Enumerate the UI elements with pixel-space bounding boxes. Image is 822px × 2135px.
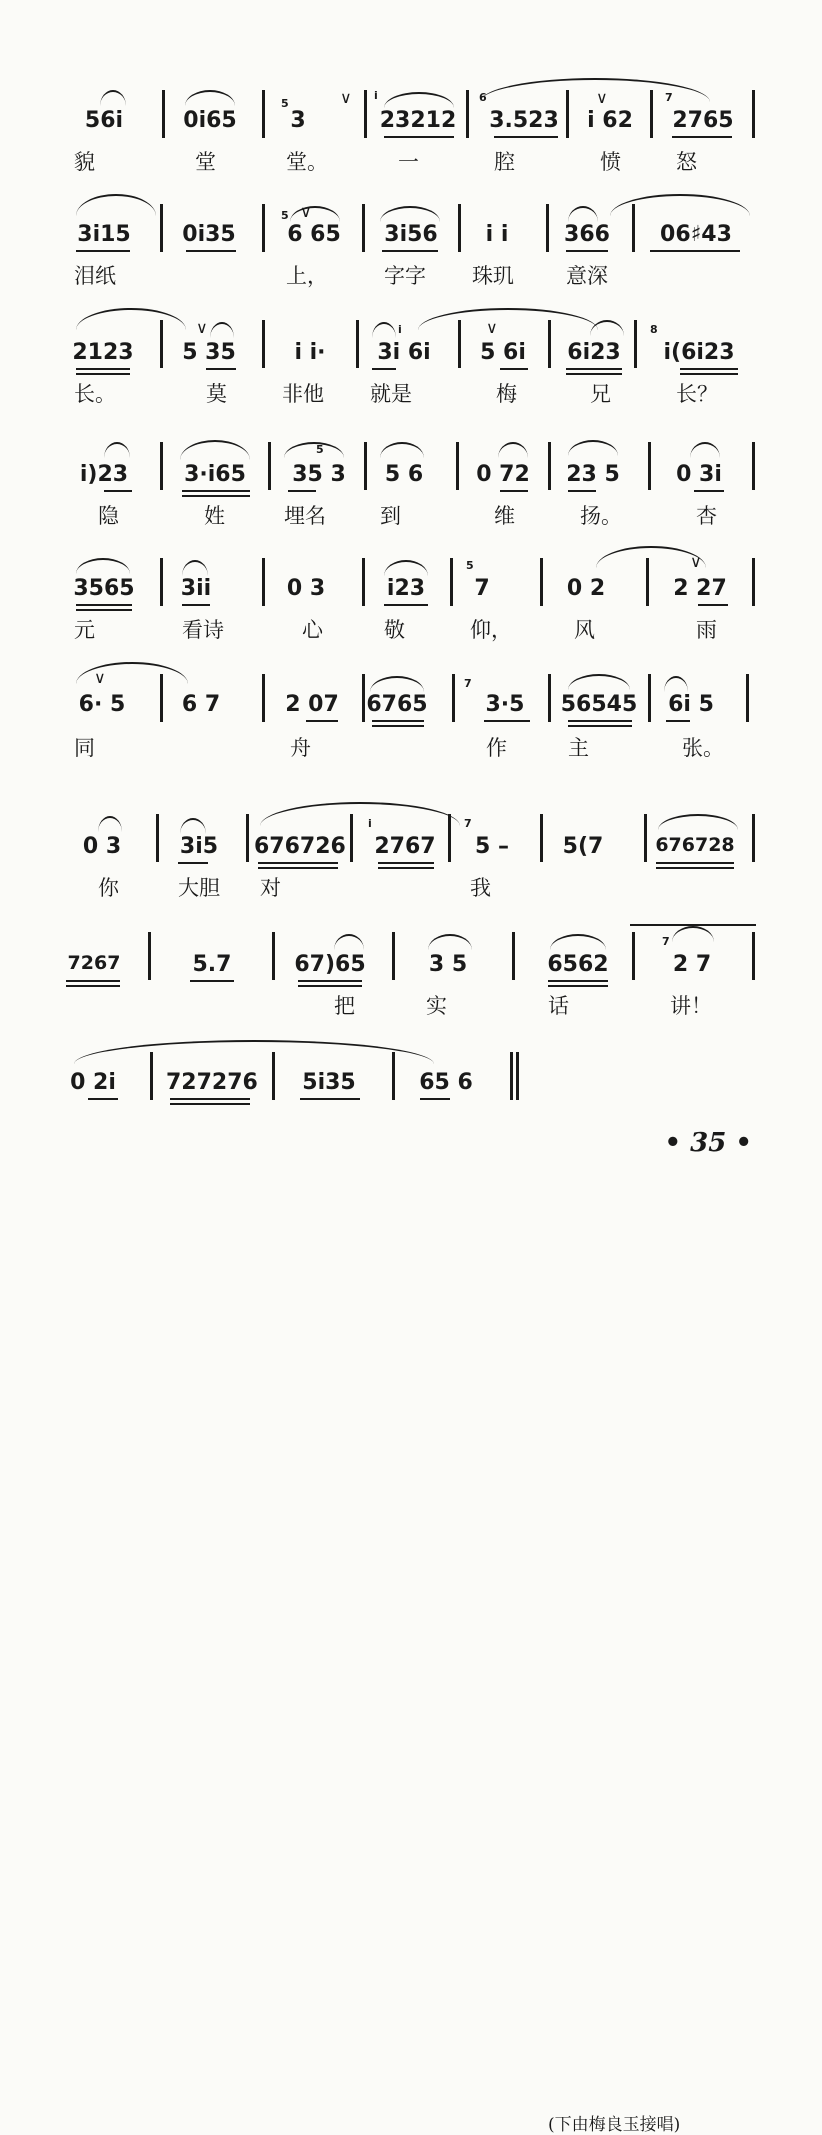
- lyric: 对: [260, 876, 281, 900]
- bar-line: [648, 674, 651, 722]
- slur: [690, 442, 720, 458]
- breath-mark: ∨: [486, 318, 498, 337]
- measure-notes: 2767: [374, 834, 436, 859]
- underline: [190, 980, 234, 982]
- lyric: 堂: [195, 150, 216, 174]
- underline: [382, 250, 438, 252]
- measure-notes: 3i 6i: [377, 340, 431, 365]
- lyric: 敬: [384, 618, 405, 642]
- lyric: 怒: [676, 150, 697, 174]
- measure-notes: 0 2i: [70, 1070, 116, 1095]
- lyric: 泪纸: [74, 264, 116, 288]
- slur: [380, 442, 424, 458]
- measure-notes: 6562: [547, 952, 609, 977]
- grace-note: i: [368, 817, 372, 830]
- bar-line: [350, 814, 353, 862]
- bar-line: [150, 1052, 153, 1100]
- bar-line: [512, 932, 515, 980]
- bar-line: [540, 558, 543, 606]
- slur: [550, 934, 606, 950]
- breath-mark: ∨: [596, 88, 608, 107]
- phrase-line: [630, 924, 756, 926]
- underline: [568, 720, 632, 722]
- bar-line: [644, 814, 647, 862]
- underline: [566, 368, 622, 370]
- bar-line: [546, 204, 549, 252]
- lyric: 杏: [696, 504, 717, 528]
- lyric: 大胆: [178, 876, 220, 900]
- lyric: 心: [302, 618, 323, 642]
- lyric: 珠玑: [472, 264, 514, 288]
- slur: [290, 206, 340, 222]
- measure-notes: 3: [290, 108, 306, 133]
- measure-notes: 56i: [84, 108, 124, 133]
- bar-line: [362, 674, 365, 722]
- bar-line: [262, 90, 265, 138]
- underline: [258, 862, 338, 864]
- lyric: 同: [74, 736, 95, 760]
- measure-notes: 7267: [67, 952, 121, 974]
- measure-notes: i i·: [294, 340, 326, 365]
- slur: [260, 802, 460, 826]
- bar-line: [632, 932, 635, 980]
- underline: [178, 862, 208, 864]
- grace-note: 8: [650, 323, 658, 336]
- underline: [372, 368, 396, 370]
- slur: [480, 78, 710, 102]
- slur: [180, 818, 206, 834]
- measure-notes: 3.523: [489, 108, 559, 133]
- measure-notes: i 62: [587, 108, 633, 133]
- measure-notes: 6 7: [181, 692, 221, 717]
- measure-notes: 2 07: [285, 692, 339, 717]
- bar-line: [362, 204, 365, 252]
- underline: [680, 368, 738, 370]
- grace-note: 5: [466, 559, 474, 572]
- measure-notes: 3i56: [384, 222, 438, 247]
- slur: [74, 1040, 434, 1064]
- slur: [98, 816, 122, 832]
- bar-line: [392, 932, 395, 980]
- measure-notes: 5.7: [192, 952, 232, 977]
- bar-line: [650, 90, 653, 138]
- bar-line: [634, 320, 637, 368]
- breath-mark: ∨: [94, 668, 106, 687]
- measure-notes: 0 2: [566, 576, 606, 601]
- bar-line: [548, 442, 551, 490]
- measure-notes: 5 35: [182, 340, 236, 365]
- bar-line: [752, 558, 755, 606]
- slur: [180, 440, 250, 460]
- bar-line: [458, 204, 461, 252]
- bar-line: [746, 674, 749, 722]
- measure-notes: 3i15: [77, 222, 131, 247]
- measure-notes: 2 27: [673, 576, 727, 601]
- measure-notes: 0 3: [286, 576, 326, 601]
- measure-notes: 6 65: [287, 222, 341, 247]
- bar-line: [392, 1052, 395, 1100]
- measure-notes: 5 6: [384, 462, 424, 487]
- bar-line: [268, 442, 271, 490]
- slur: [384, 92, 454, 108]
- breath-mark: ∨: [690, 552, 702, 571]
- measure-notes: 0 72: [476, 462, 530, 487]
- underline: [206, 368, 236, 370]
- lyric: 把: [334, 994, 355, 1018]
- grace-note: i: [374, 89, 378, 102]
- slur: [658, 814, 738, 830]
- underline: [372, 720, 424, 722]
- lyric: 雨: [696, 618, 717, 642]
- lyric: 作: [486, 736, 507, 760]
- measure-notes: 56545: [560, 692, 638, 717]
- slur: [590, 320, 624, 336]
- measure-notes: 3·i65: [184, 462, 246, 487]
- bar-line: [456, 442, 459, 490]
- measure-notes: 5i35: [302, 1070, 356, 1095]
- bar-line: [752, 90, 755, 138]
- slur: [610, 194, 750, 216]
- bar-line: [364, 442, 367, 490]
- measure-notes: 67)65: [294, 952, 366, 977]
- grace-note: 7: [665, 91, 673, 104]
- lyric: 兄: [590, 382, 611, 406]
- slur: [380, 206, 440, 222]
- bar-line: [160, 558, 163, 606]
- lyric: 姓: [204, 504, 225, 528]
- underline: [566, 250, 608, 252]
- underline: [182, 490, 250, 492]
- slur: [672, 926, 714, 942]
- grace-note: i: [398, 323, 402, 336]
- underline: [650, 250, 740, 252]
- underline: [548, 980, 608, 982]
- performance-note: (下由梅良玉接唱): [548, 2115, 681, 2135]
- underline: [182, 604, 210, 606]
- grace-note: 5: [316, 443, 324, 456]
- underline: [656, 862, 734, 864]
- underline: [66, 980, 120, 982]
- lyric: 非他: [282, 382, 324, 406]
- underline: [76, 604, 132, 606]
- slur: [76, 662, 188, 684]
- slur: [498, 442, 528, 458]
- lyric: 元: [74, 618, 95, 642]
- underline: [500, 368, 528, 370]
- measure-notes: 676728: [655, 834, 735, 856]
- bar-line: [160, 674, 163, 722]
- bar-line: [752, 814, 755, 862]
- underline: [500, 490, 528, 492]
- measure-notes: i23: [386, 576, 426, 601]
- measure-notes: 06♯43: [660, 222, 732, 247]
- underline: [104, 490, 132, 492]
- bar-line: [246, 814, 249, 862]
- bar-line: [160, 320, 163, 368]
- lyric: 上，: [286, 264, 328, 288]
- lyric: 一: [398, 150, 419, 174]
- underline: [378, 862, 434, 864]
- slur: [568, 440, 618, 456]
- page-number: • 35 •: [664, 1128, 752, 1158]
- underline: [698, 604, 728, 606]
- underline: [300, 1098, 360, 1100]
- underline: [666, 720, 690, 722]
- grace-note: 7: [662, 935, 670, 948]
- underline: [484, 720, 530, 722]
- measure-notes: 6i23: [567, 340, 621, 365]
- bar-line: [262, 320, 265, 368]
- bar-line: [364, 90, 367, 138]
- measure-notes: 3ii: [180, 576, 212, 601]
- slur: [76, 194, 156, 216]
- measure-notes: 23212: [379, 108, 457, 133]
- bar-line: [448, 814, 451, 862]
- lyric: 隐: [98, 504, 119, 528]
- lyric: 腔: [494, 150, 515, 174]
- slur: [418, 308, 598, 330]
- measure-notes: 23 5: [566, 462, 620, 487]
- measure-notes: 5(7: [562, 834, 604, 859]
- bar-line: [162, 90, 165, 138]
- grace-note: 7: [464, 817, 472, 830]
- slur: [100, 90, 126, 106]
- bar-line: [646, 558, 649, 606]
- measure-notes: i)23: [79, 462, 129, 487]
- lyric: 就是: [370, 382, 412, 406]
- bar-line: [262, 204, 265, 252]
- underline: [420, 1098, 450, 1100]
- underline: [76, 250, 130, 252]
- lyric: 主: [568, 736, 589, 760]
- slur: [284, 442, 344, 458]
- measure-notes: 6i 5: [668, 692, 714, 717]
- measure-notes: 7: [474, 576, 490, 601]
- measure-notes: 3565: [73, 576, 135, 601]
- underline: [288, 490, 316, 492]
- lyric: 风: [574, 618, 595, 642]
- underline: [306, 720, 338, 722]
- breath-mark: ∨: [340, 88, 352, 107]
- underline: [384, 604, 428, 606]
- slur: [664, 676, 688, 692]
- measure-notes: 5 –: [475, 834, 509, 859]
- slur: [185, 90, 235, 106]
- lyric: 维: [494, 504, 515, 528]
- lyric: 长？: [676, 382, 718, 406]
- lyric: 貌: [74, 150, 95, 174]
- underline: [694, 490, 724, 492]
- lyric: 话: [548, 994, 569, 1018]
- measure-notes: 366: [564, 222, 610, 247]
- double-bar-line: [510, 1052, 513, 1100]
- lyric: 看诗: [182, 618, 224, 642]
- slur: [76, 558, 130, 574]
- measure-notes: 676726: [254, 834, 346, 859]
- measure-notes: 6· 5: [78, 692, 126, 717]
- lyric: 愤: [600, 150, 621, 174]
- measure-notes: 0 3i: [676, 462, 722, 487]
- bar-line: [450, 558, 453, 606]
- slur: [334, 934, 364, 950]
- lyric: 梅: [496, 382, 517, 406]
- bar-line: [648, 442, 651, 490]
- lyric: 莫: [206, 382, 227, 406]
- lyric: 讲！: [670, 994, 712, 1018]
- lyric: 我: [470, 876, 491, 900]
- breath-mark: ∨: [300, 202, 312, 221]
- underline: [76, 368, 130, 370]
- measure-notes: 35 3: [292, 462, 346, 487]
- slur: [568, 206, 598, 222]
- bar-line: [362, 558, 365, 606]
- bar-line: [148, 932, 151, 980]
- breath-mark: ∨: [196, 318, 208, 337]
- lyric: 张。: [682, 736, 724, 760]
- measure-notes: 3·5: [485, 692, 525, 717]
- lyric: 扬。: [580, 504, 622, 528]
- bar-line: [262, 558, 265, 606]
- underline: [494, 136, 558, 138]
- lyric: 到: [380, 504, 401, 528]
- lyric: 长。: [74, 382, 116, 406]
- bar-line: [272, 1052, 275, 1100]
- slur: [76, 308, 186, 330]
- bar-line: [458, 320, 461, 368]
- measure-notes: 2765: [672, 108, 734, 133]
- bar-line: [548, 320, 551, 368]
- bar-line: [752, 932, 755, 980]
- lyric: 舟: [290, 736, 311, 760]
- bar-line: [160, 204, 163, 252]
- measure-notes: 0i35: [182, 222, 236, 247]
- measure-notes: 5 6i: [480, 340, 526, 365]
- grace-note: 7: [464, 677, 472, 690]
- measure-notes: 3 5: [428, 952, 468, 977]
- underline: [186, 250, 236, 252]
- grace-note: 6: [479, 91, 487, 104]
- grace-note: 5: [281, 209, 289, 222]
- slur: [568, 674, 630, 690]
- measure-notes: 65 6: [419, 1070, 473, 1095]
- measure-notes: 0 3: [82, 834, 122, 859]
- lyric: 仰，: [470, 618, 512, 642]
- lyric: 意深: [566, 264, 608, 288]
- measure-notes: 3i5: [179, 834, 219, 859]
- grace-note: 5: [281, 97, 289, 110]
- lyric: 你: [98, 876, 119, 900]
- bar-line: [548, 674, 551, 722]
- measure-notes: 2 7: [672, 952, 712, 977]
- bar-line: [160, 442, 163, 490]
- bar-line: [566, 90, 569, 138]
- bar-line: [262, 674, 265, 722]
- slur: [104, 442, 130, 458]
- lyric: 字字: [384, 264, 426, 288]
- slur: [384, 560, 428, 576]
- slur: [370, 676, 424, 692]
- slur: [372, 322, 396, 338]
- slur: [210, 322, 234, 338]
- slur: [428, 934, 472, 950]
- underline: [298, 980, 362, 982]
- lyric: 埋名: [284, 504, 326, 528]
- bar-line: [540, 814, 543, 862]
- underline: [672, 136, 732, 138]
- bar-line: [272, 932, 275, 980]
- bar-line: [156, 814, 159, 862]
- measure-notes: 2123: [72, 340, 134, 365]
- lyric: 实: [426, 994, 447, 1018]
- underline: [384, 136, 454, 138]
- bar-line: [752, 442, 755, 490]
- underline: [170, 1098, 250, 1100]
- measure-notes: i i: [485, 222, 509, 247]
- underline: [568, 490, 596, 492]
- measure-notes: 6765: [366, 692, 428, 717]
- bar-line: [356, 320, 359, 368]
- lyric: 堂。: [286, 150, 328, 174]
- measure-notes: 0i65: [183, 108, 237, 133]
- measure-notes: 727276: [166, 1070, 258, 1095]
- slur: [182, 560, 208, 576]
- underline: [88, 1098, 118, 1100]
- measure-notes: i(6i23: [663, 340, 735, 365]
- bar-line: [452, 674, 455, 722]
- bar-line: [466, 90, 469, 138]
- bar-line: [632, 204, 635, 252]
